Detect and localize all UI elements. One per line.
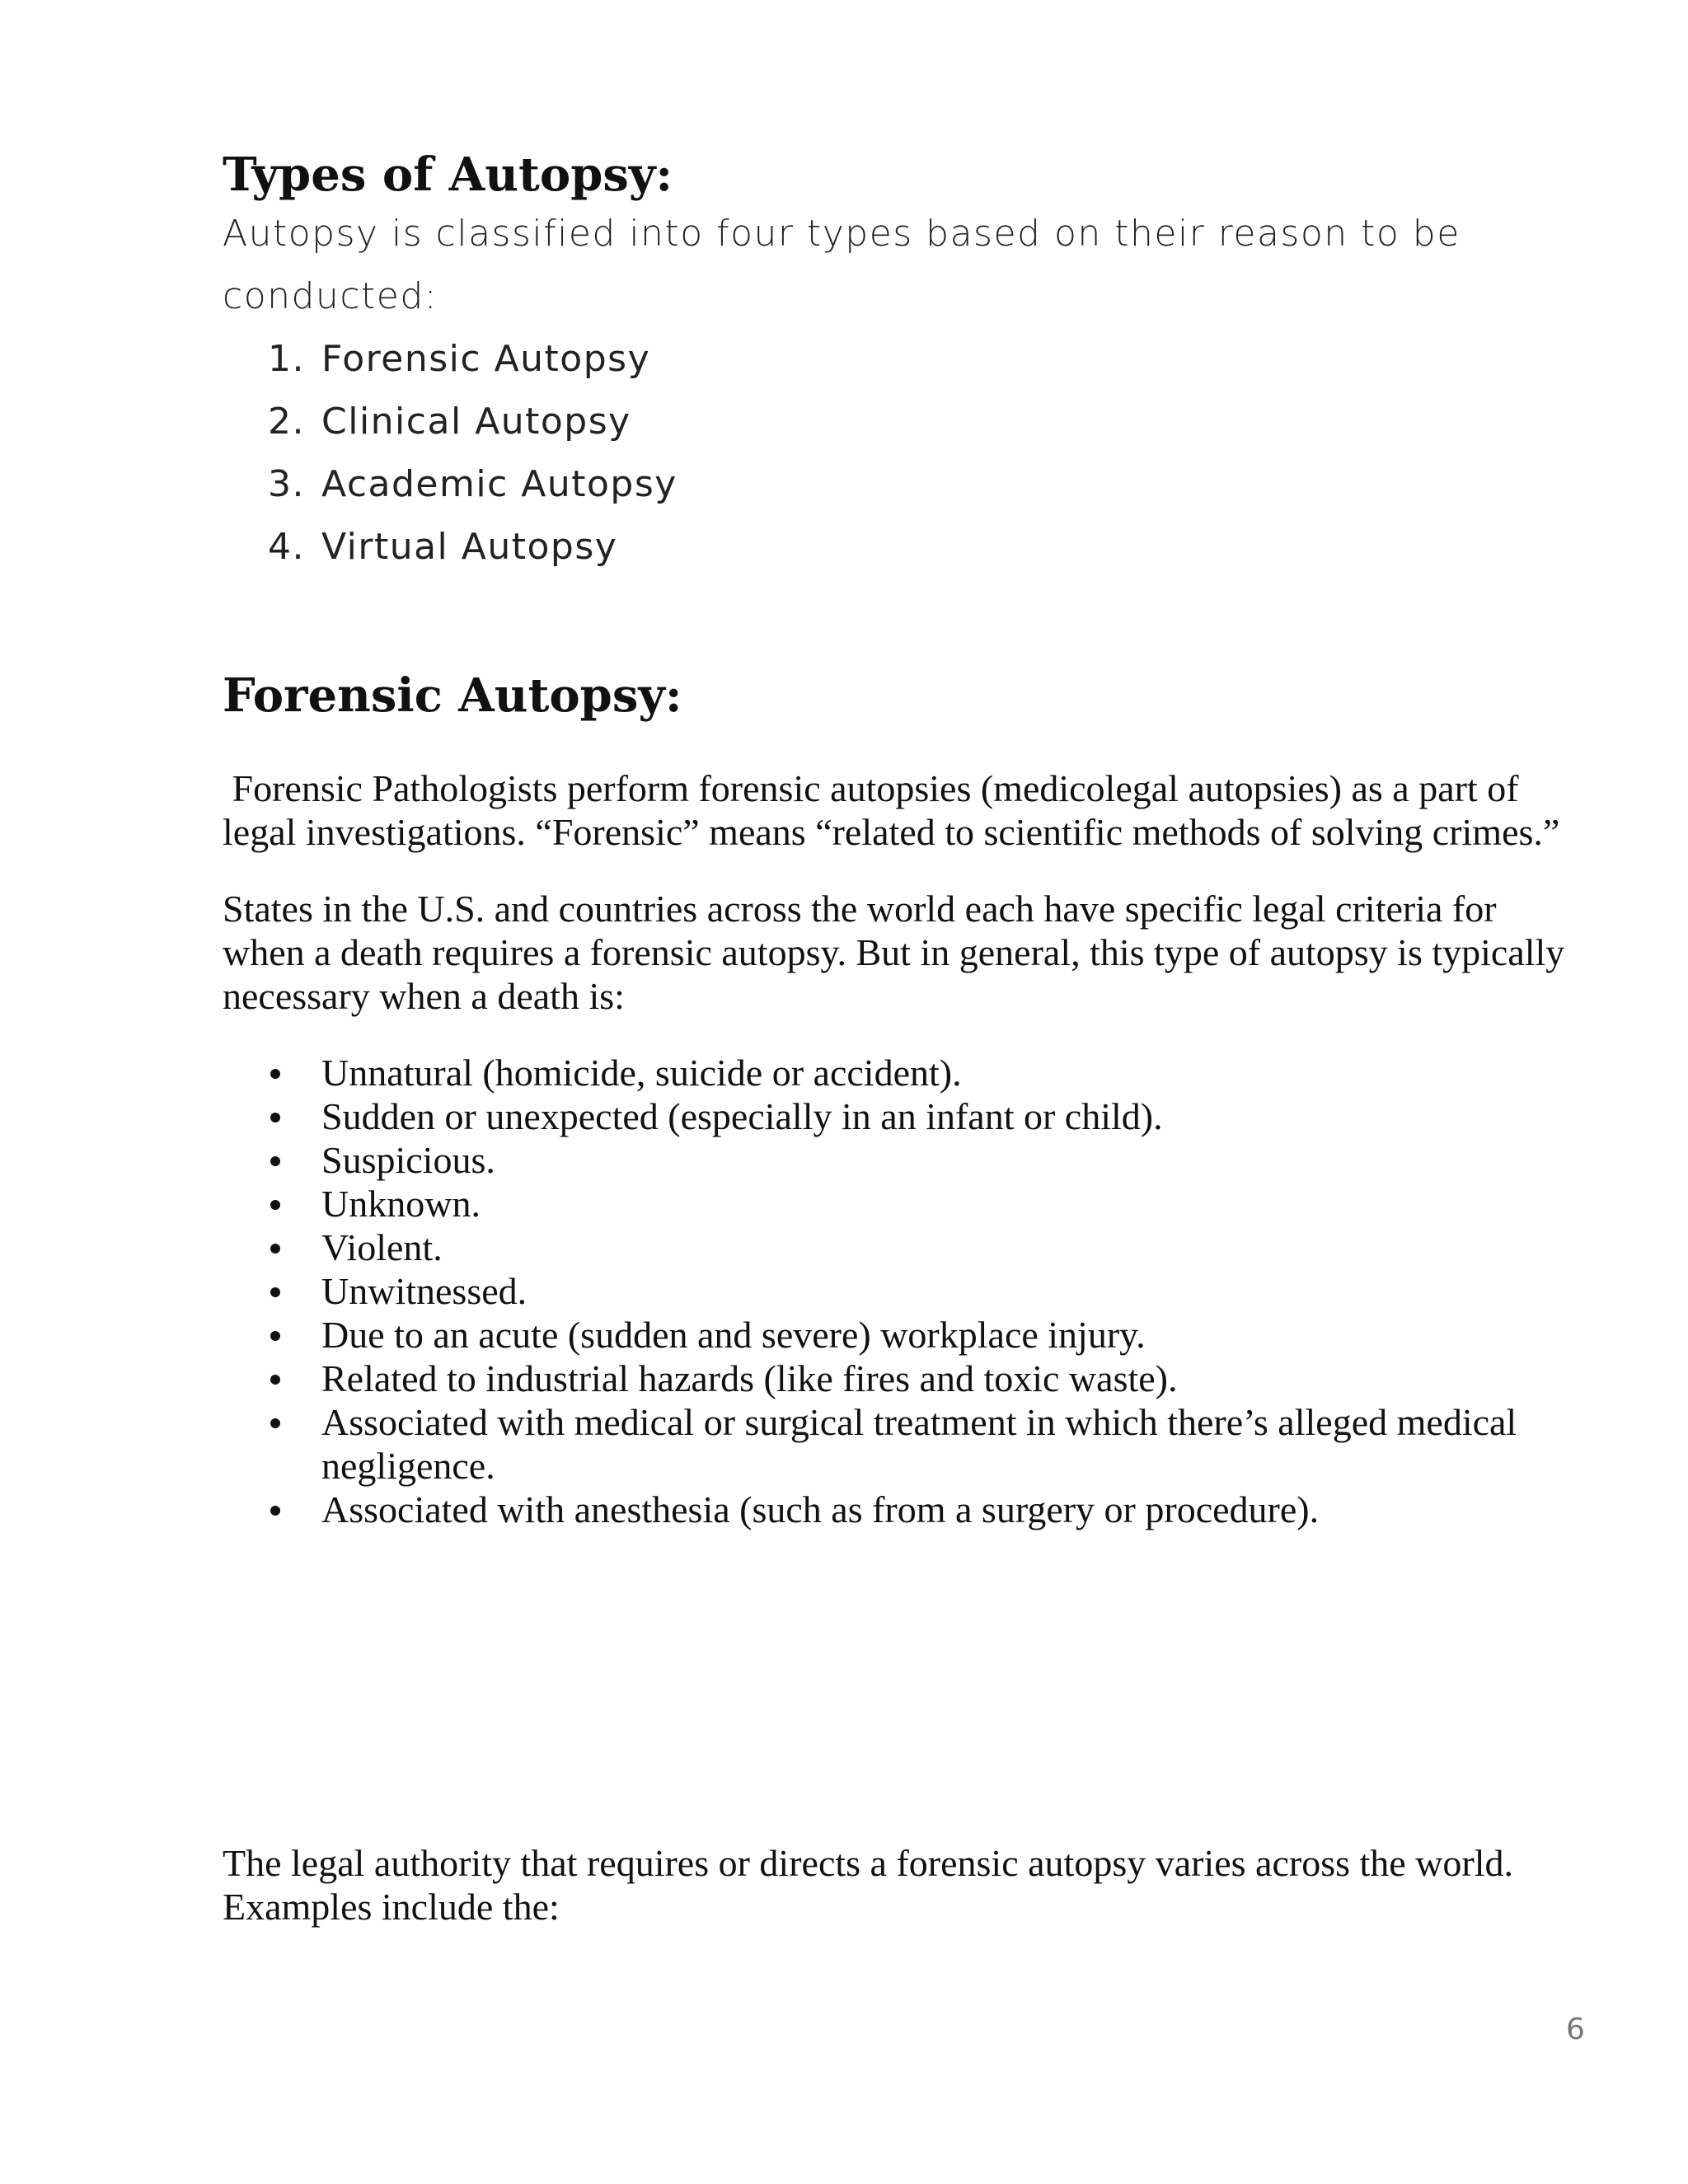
forensic-autopsy-heading: Forensic Autopsy:: [223, 668, 682, 723]
list-item-text: Sudden or unexpected (especially in an infant or child).: [321, 1095, 1163, 1137]
list-item: [223, 1051, 1574, 1094]
bullet-icon: [270, 1375, 280, 1385]
list-item: [223, 1357, 1574, 1400]
list-item-text: Unnatural (homicide, suicide or accident).: [321, 1052, 962, 1094]
list-item-text: Unknown.: [321, 1183, 481, 1225]
list-item: [223, 516, 1574, 579]
list-item-label: Virtual Autopsy: [321, 526, 618, 568]
list-number: 3.: [268, 463, 305, 505]
bullet-icon: [270, 1418, 280, 1428]
list-item-text: Unwitnessed.: [321, 1270, 528, 1312]
list-item-label: Clinical Autopsy: [321, 401, 631, 443]
list-item: [223, 328, 1574, 391]
list-item: [223, 1094, 1574, 1138]
bullet-icon: [270, 1200, 280, 1210]
list-item-label: Academic Autopsy: [321, 463, 678, 505]
bullet-icon: [270, 1244, 280, 1254]
list-item-text: Due to an acute (sudden and severe) workplace injury.: [321, 1314, 1146, 1356]
types-of-autopsy-heading: Types of Autopsy:: [223, 148, 673, 202]
list-item: [223, 391, 1574, 453]
list-number: 1.: [268, 338, 305, 380]
autopsy-types-list: [223, 328, 1574, 579]
page-content: [223, 147, 1574, 1531]
list-number: 2.: [268, 401, 305, 443]
page-number: 6: [1566, 2013, 1585, 2046]
list-item: [223, 1182, 1574, 1226]
list-item: [223, 1313, 1574, 1357]
bullet-icon: [270, 1331, 280, 1341]
bullet-icon: [270, 1506, 280, 1516]
bullet-icon: [270, 1156, 280, 1166]
types-intro-line-1: Autopsy is classified into four types based on their reason to be: [223, 213, 1461, 255]
list-item: [223, 1138, 1574, 1182]
list-item: [223, 1400, 1574, 1488]
bullet-icon: [270, 1113, 280, 1122]
list-item-text: Suspicious.: [321, 1139, 495, 1181]
forensic-paragraph-1: Forensic Pathologists perform forensic autopsies (medicolegal autopsies) as a part of legal investigations. “Forensic” means “related to scientific methods of solving crimes.”: [223, 767, 1560, 853]
bullet-icon: [270, 1287, 280, 1297]
bullet-icon: [270, 1069, 280, 1079]
types-intro-line-2: conducted:: [223, 275, 438, 317]
list-item-text: Associated with anesthesia (such as from a surgery or procedure).: [321, 1488, 1320, 1530]
list-item-text: Associated with medical or surgical treatment in which there’s alleged medical negligence.: [321, 1401, 1517, 1487]
forensic-paragraph-3: The legal authority that requires or directs a forensic autopsy varies across the world. Examples include the:: [223, 1842, 1514, 1928]
list-item-text: Violent.: [321, 1226, 443, 1268]
list-item: [223, 453, 1574, 516]
list-item-text: Related to industrial hazards (like fires and toxic waste).: [321, 1357, 1178, 1399]
list-item: [223, 1269, 1574, 1313]
list-item-label: Forensic Autopsy: [321, 338, 651, 380]
forensic-criteria-list: [223, 1051, 1574, 1531]
forensic-paragraph-2: States in the U.S. and countries across the world each have specific legal criteria for when a death requires a forensic autopsy. But in general, this type of autopsy is typically necessary when a death is:: [223, 888, 1565, 1017]
list-item: [223, 1226, 1574, 1269]
list-number: 4.: [268, 526, 305, 568]
list-item: [223, 1488, 1574, 1531]
forensic-section: [223, 668, 1574, 1531]
